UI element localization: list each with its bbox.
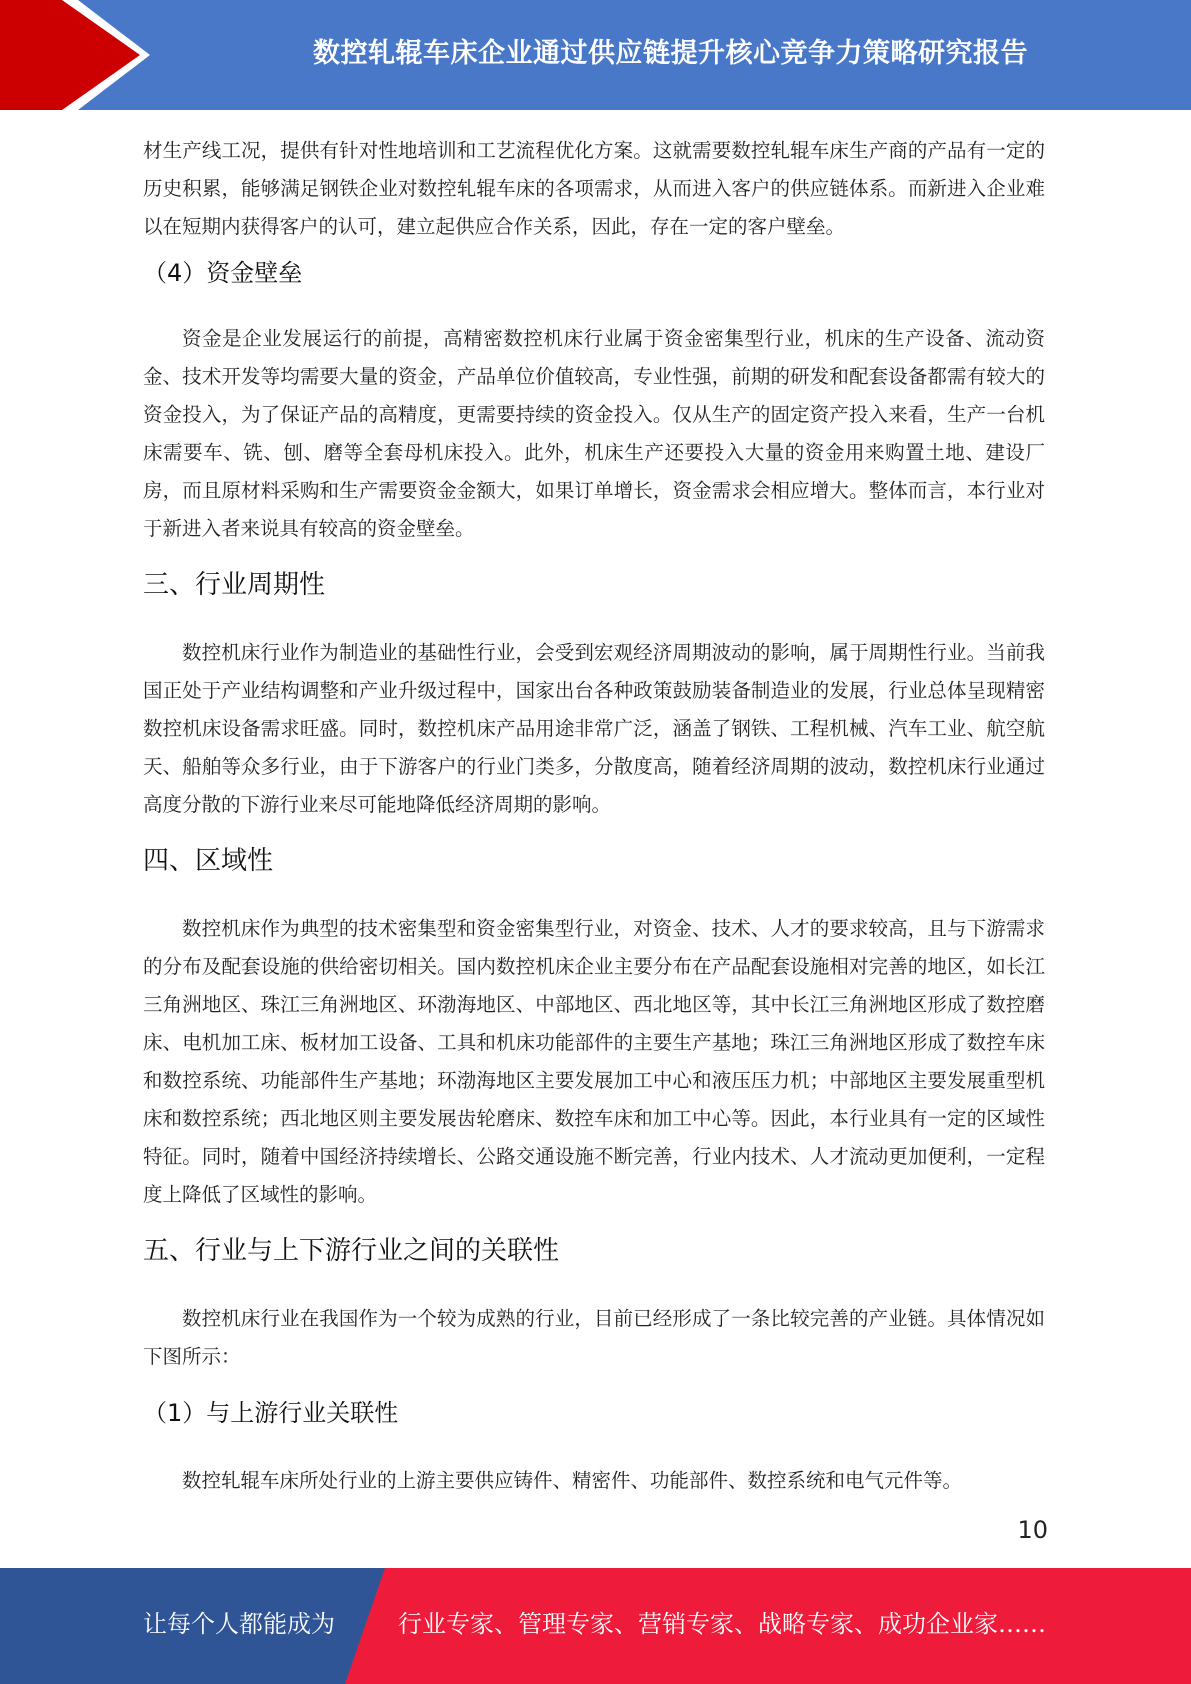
heading-capital-barrier: （4）资金壁垒 xyxy=(143,259,303,287)
paragraph-customer-barrier-cont: 材生产线工况，提供有针对性地培训和工艺流程优化方案。这就需要数控轧辊车床生产商的产品有一定的历史积累，能够满足钢铁企业对数控轧辊车床的各项需求，从而进入客户的供应链体系。而新进入企业难以在短期内获得客户的认可，建立起供应合作关系，因此，存在一定的客户壁垒。 xyxy=(143,139,1045,238)
page-number: 10 xyxy=(1017,1516,1048,1544)
header-band xyxy=(0,0,1191,110)
heading-upstream: （1）与上游行业关联性 xyxy=(143,1399,399,1427)
footer-slogan-right: 行业专家、管理专家、营销专家、战略专家、成功企业家…… xyxy=(398,1610,1046,1638)
paragraph-upstream: 数控轧辊车床所处行业的上游主要供应铸件、精密件、功能部件、数控系统和电气元件等。 xyxy=(182,1469,963,1492)
footer-slogan-left: 让每个人都能成为 xyxy=(143,1610,335,1638)
document-body xyxy=(143,132,1045,1500)
heading-industry-chain: 五、行业与上下游行业之间的关联性 xyxy=(143,1236,560,1266)
header-arrow-decoration xyxy=(0,0,170,110)
footer-band xyxy=(0,1568,1191,1684)
paragraph-capital-barrier: 资金是企业发展运行的前提，高精密数控机床行业属于资金密集型行业，机床的生产设备、流动资金、技术开发等均需要大量的资金，产品单位价值较高，专业性强，前期的研发和配套设备都需有较大的资金投入，为了保证产品的高精度，更需要持续的资金投入。仅从生产的固定资产投入来看，生产一台机床需要车、铣、刨、磨等全套母机床投入。此外，机床生产还要投入大量的资金用来购置土地、建设厂房，而且原材料采购和生产需要资金金额大，如果订单增长，资金需求会相应增大。整体而言，本行业对于新进入者来说具有较高的资金壁垒。 xyxy=(143,327,1045,540)
paragraph-industry-chain: 数控机床行业在我国作为一个较为成熟的行业，目前已经形成了一条比较完善的产业链。具体情况如下图所示： xyxy=(143,1307,1045,1368)
heading-cyclicality: 三、行业周期性 xyxy=(143,570,326,600)
paragraph-regionality: 数控机床作为典型的技术密集型和资金密集型行业，对资金、技术、人才的要求较高，且与下游需求的分布及配套设施的供给密切相关。国内数控机床企业主要分布在产品配套设施相对完善的地区，如长江三角洲地区、珠江三角洲地区、环渤海地区、中部地区、西北地区等，其中长江三角洲地区形成了数控磨床、电机加工床、板材加工设备、工具和机床功能部件的主要生产基地；珠江三角洲地区形成了数控车床和数控系统、功能部件生产基地；环渤海地区主要发展加工中心和液压压力机；中部地区主要发展重型机床和数控系统；西北地区则主要发展齿轮磨床、数控车床和加工中心等。因此，本行业具有一定的区域性特征。同时，随着中国经济持续增长、公路交通设施不断完善，行业内技术、人才流动更加便利，一定程度上降低了区域性的影响。 xyxy=(143,917,1045,1206)
paragraph-cyclicality: 数控机床行业作为制造业的基础性行业，会受到宏观经济周期波动的影响，属于周期性行业。当前我国正处于产业结构调整和产业升级过程中，国家出台各种政策鼓励装备制造业的发展，行业总体呈现精密数控机床设备需求旺盛。同时，数控机床产品用途非常广泛，涵盖了钢铁、工程机械、汽车工业、航空航天、船舶等众多行业，由于下游客户的行业门类多，分散度高，随着经济周期的波动，数控机床行业通过高度分散的下游行业来尽可能地降低经济周期的影响。 xyxy=(143,641,1045,816)
report-title: 数控轧辊车床企业通过供应链提升核心竞争力策略研究报告 xyxy=(313,37,1028,69)
heading-regionality: 四、区域性 xyxy=(143,846,274,876)
